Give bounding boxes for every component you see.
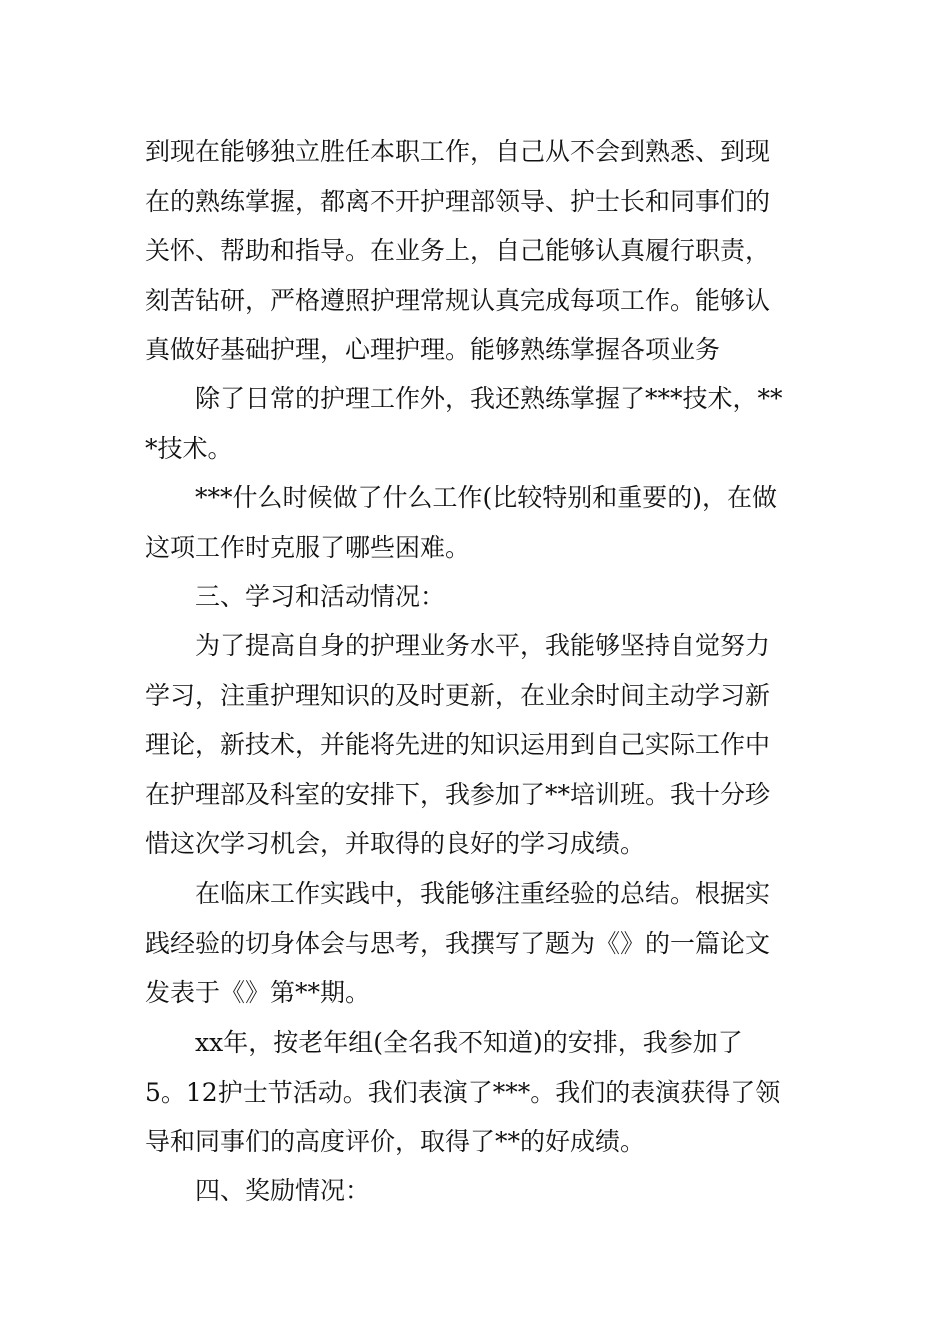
paragraph-clinical-practice [145,869,810,1018]
paragraph-techniques [145,374,810,473]
paragraph-special-work [145,473,810,572]
paragraph-study [145,621,810,869]
text-line: 学习，注重护理知识的及时更新，在业余时间主动学习新 [145,680,771,710]
section-heading-study-activities [145,572,810,622]
text-line: 刻苦钻研，严格遵照护理常规认真完成每项工作。能够认 [145,285,771,315]
text-line: 践经验的切身体会与思考，我撰写了题为《》的一篇论文 [145,928,771,958]
text-line: 四、奖励情况： [195,1176,371,1205]
text-line: 在临床工作实践中，我能够注重经验的总结。根据实 [195,879,771,908]
text-line: 导和同事们的高度评价，取得了**的好成绩。 [145,1127,646,1156]
text-line: 在的熟练掌握，都离不开护理部领导、护士长和同事们的 [145,186,771,216]
text-line: 三、学习和活动情况： [195,582,446,611]
text-line: *技术。 [145,433,233,463]
text-line: 关怀、帮助和指导。在业务上，自己能够认真履行职责， [145,236,771,265]
paragraph-nurses-day [145,1018,810,1167]
text-line: 到现在能够独立胜任本职工作，自己从不会到熟悉、到现 [145,137,771,166]
text-line: 5。12护士节活动。我们表演了***。我们的表演获得了领 [145,1077,781,1107]
text-line: 真做好基础护理，心理护理。能够熟练掌握各项业务 [145,335,721,364]
paragraph-work-progress [145,127,810,375]
text-line: 这项工作时克服了哪些困难。 [145,532,471,562]
text-line: 除了日常的护理工作外，我还熟练掌握了***技术，** [195,384,783,413]
text-line: 理论，新技术，并能将先进的知识运用到自己实际工作中 [145,730,771,759]
text-line: 为了提高自身的护理业务水平，我能够坚持自觉努力 [195,631,771,660]
text-line: 在护理部及科室的安排下，我参加了**培训班。我十分珍 [145,779,771,809]
text-line: xx年，按老年组(全名我不知道)的安排，我参加了 [195,1028,743,1057]
text-line: 发表于《》第**期。 [145,978,371,1007]
section-heading-awards [145,1166,810,1216]
text-line: 惜这次学习机会，并取得的良好的学习成绩。 [145,829,646,858]
text-line: ***什么时候做了什么工作(比较特别和重要的)，在做 [195,483,778,512]
